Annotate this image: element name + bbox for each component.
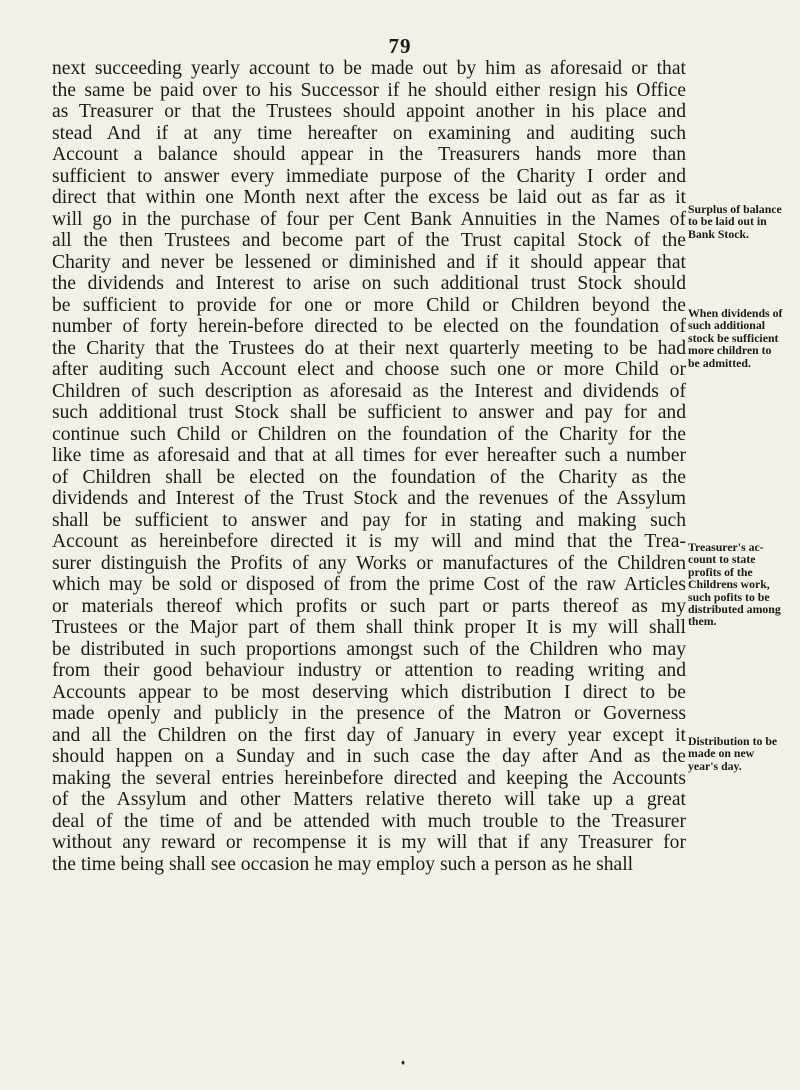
body-line: be distributed in such proportions amongst such of the Children who may — [52, 638, 686, 660]
body-line: like time as aforesaid and that at all times for ever hereafter such a number — [52, 445, 686, 466]
margin-note-line: made on new — [688, 746, 755, 761]
body-line: or materials thereof which profits or such part or parts thereof as my — [52, 595, 686, 617]
margin-note-line: Treasurer's ac- — [688, 540, 764, 554]
margin-note-treasurer-account-profits — [688, 541, 796, 628]
body-line: such additional trust Stock shall be sufficient to answer and pay for and — [52, 402, 686, 423]
margin-note-line: count to state — [688, 552, 756, 567]
page-number: 79 — [388, 34, 412, 58]
margin-note-line: When dividends of — [688, 306, 783, 320]
body-line: after auditing such Account elect and choose such one or more Child or — [52, 359, 686, 380]
body-line: the dividends and Interest to arise on such additional trust Stock should — [52, 273, 686, 294]
body-line: surer distinguish the Profits of any Works or manufactures of the Children — [52, 552, 686, 574]
margin-note-line: distributed among — [688, 602, 781, 617]
margin-note-line: stock be sufficient — [688, 330, 779, 345]
margin-note-line: such additional — [688, 318, 766, 333]
body-line: made openly and publicly in the presence of the Matron or Governess — [52, 703, 686, 724]
body-line: dividends and Interest of the Trust Stock and the revenues of the Assylum — [52, 488, 686, 509]
margin-note-line: Bank Stock. — [688, 226, 749, 241]
body-line: all the then Trustees and become part of the Trust capital Stock of the — [52, 230, 686, 251]
margin-note-distribution-new-year — [688, 735, 796, 772]
margin-note-line: Childrens work, — [688, 577, 770, 592]
body-line: next succeeding yearly account to be made out by him as aforesaid or that — [52, 58, 686, 79]
margin-note-line: year's day. — [688, 758, 742, 773]
ornament-mark: ♦ — [401, 1058, 406, 1067]
body-line: shall be sufficient to answer and pay for in stating and making such — [52, 509, 686, 531]
body-line: Account a balance should appear in the Treasurers hands more than — [52, 144, 686, 165]
body-line: of Children shall be elected on the foundation of the Charity as the — [52, 466, 686, 488]
margin-note-line: such pofits to be — [688, 589, 770, 604]
margin-note-surplus-balance — [688, 203, 796, 240]
margin-note-line: to be laid out in — [688, 214, 767, 229]
body-line: the Charity that the Trustees do at their next quarterly meeting to be had — [52, 337, 686, 359]
margin-note-dividends-more-children — [688, 307, 796, 369]
body-line: the time being shall see occasion he may employ such a person as he shall — [52, 853, 634, 875]
margin-note-line: Distribution to be — [688, 734, 778, 748]
body-line: and all the Children on the first day of January in every year except it — [52, 724, 686, 746]
body-line: number of forty herein-before directed to be elected on the foundation of — [52, 316, 686, 337]
body-line: direct that within one Month next after the excess be laid out as far as it — [52, 187, 686, 208]
body-line: without any reward or recompense it is my will that if any Treasurer for — [52, 832, 686, 853]
body-line: Trustees or the Major part of them shall think proper It is my will shall — [52, 617, 686, 638]
body-line: be sufficient to provide for one or more Child or Children beyond the — [52, 294, 686, 316]
body-line: Account as hereinbefore directed it is my will and mind that the Trea- — [52, 531, 686, 552]
body-line: will go in the purchase of four per Cent Bank Annuities in the Names of — [52, 208, 686, 230]
body-line: which may be sold or disposed of from the prime Cost of the raw Articles — [52, 574, 686, 595]
margin-note-line: profits of the — [688, 564, 753, 579]
margin-note-line: them. — [688, 614, 717, 629]
body-line: Charity and never be lessened or diminished and if it should appear that — [52, 251, 686, 273]
body-line: of the Assylum and other Matters relative thereto will take up a great — [52, 789, 686, 810]
margin-note-line: Surplus of balance — [688, 202, 782, 216]
body-line: should happen on a Sunday and in such case the day after And as the — [52, 746, 686, 767]
body-line: Children of such description as aforesaid as the Interest and dividends of — [52, 380, 686, 402]
body-line: stead And if at any time hereafter on examining and auditing such — [52, 122, 686, 144]
body-line: making the several entries hereinbefore directed and keeping the Accounts — [52, 767, 686, 789]
margin-note-line: be admitted. — [688, 355, 751, 370]
body-line: as Treasurer or that the Trustees should appoint another in his place and — [52, 101, 686, 122]
body-line: continue such Child or Children on the foundation of the Charity for the — [52, 423, 686, 445]
body-line: deal of the time of and be attended with much trouble to the Treasurer — [52, 810, 686, 832]
body-line: the same be paid over to his Successor if he should either resign his Office — [52, 79, 686, 101]
margin-note-line: more children to — [688, 343, 772, 358]
body-line: sufficient to answer every immediate purpose of the Charity I order and — [52, 165, 686, 187]
body-line: Accounts appear to be most deserving which distribution I direct to be — [52, 681, 686, 703]
body-text — [52, 58, 686, 875]
body-line: from their good behaviour industry or attention to reading writing and — [52, 660, 686, 681]
